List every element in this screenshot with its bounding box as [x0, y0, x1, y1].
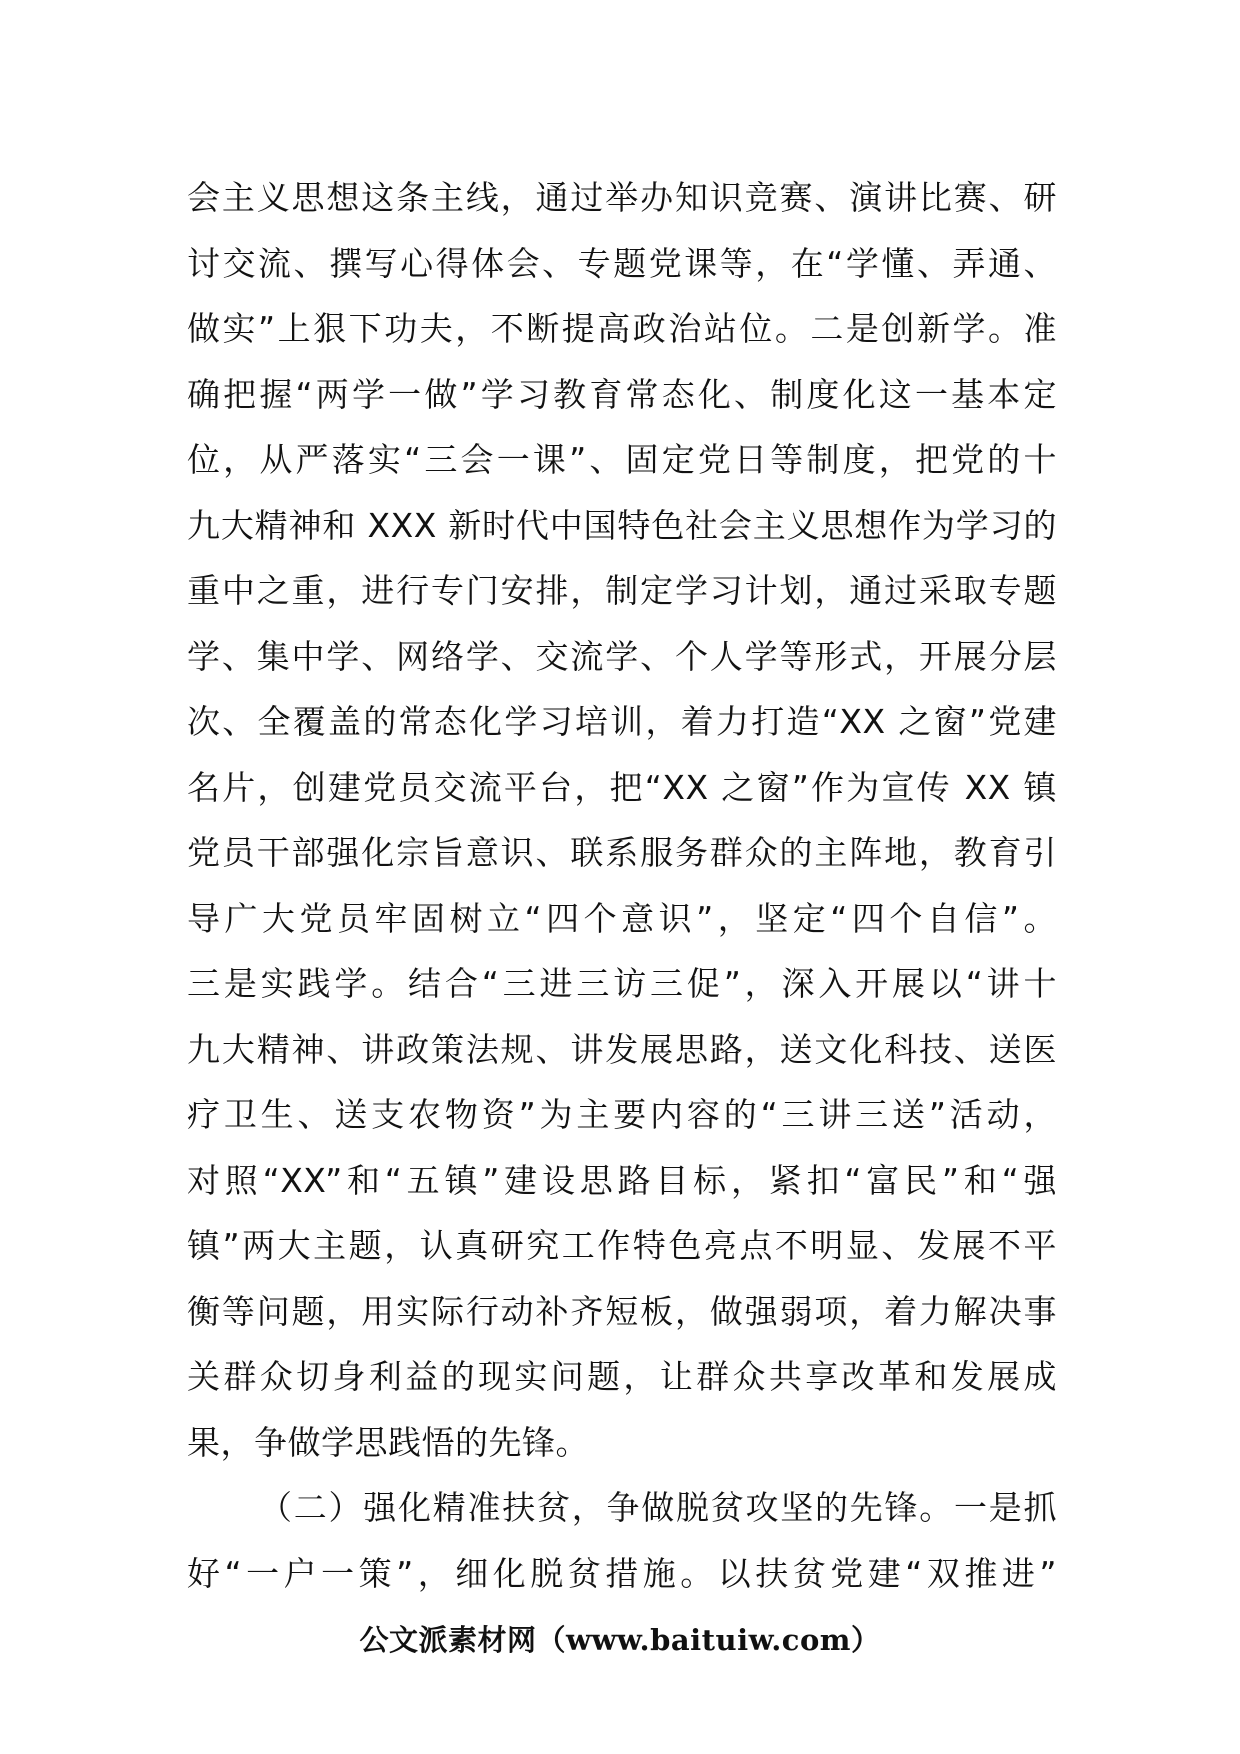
text-line: 确把握“两学一做”学习教育常态化、制度化这一基本定	[187, 374, 1057, 414]
footer-source: 公文派素材网（www.baituiw.com）	[359, 1623, 881, 1657]
text-line: 镇”两大主题，认真研究工作特色亮点不明显、发展不平	[187, 1226, 1057, 1265]
text-line: 导广大党员牢固树立“四个意识”，坚定“四个自信”。	[187, 898, 1057, 938]
text-line: 三是实践学。结合“三进三访三促”，深入开展以“讲十	[187, 964, 1057, 1003]
text-line: 讨交流、撰写心得体会、专题党课等，在“学懂、弄通、	[187, 243, 1057, 283]
text-line: 党员干部强化宗旨意识、联系服务群众的主阵地，教育引	[187, 833, 1057, 872]
text-line: 名片，创建党员交流平台，把“XX 之窗”作为宣传 XX 镇	[187, 767, 1057, 807]
section-heading-line: （二）强化精准扶贫，争做脱贫攻坚的先锋。一是抓	[259, 1488, 1057, 1527]
text-line: 重中之重，进行专门安排，制定学习计划，通过采取专题	[187, 571, 1057, 610]
text-line: 九大精神、讲政策法规、讲发展思路，送文化科技、送医	[187, 1029, 1057, 1069]
text-line: 疗卫生、送支农物资”为主要内容的“三讲三送”活动，	[187, 1095, 1057, 1134]
text-line: 位，从严落实“三会一课”、固定党日等制度，把党的十	[187, 440, 1057, 479]
text-line: 果，争做学思践悟的先锋。	[187, 1422, 589, 1462]
text-line: 衡等问题，用实际行动补齐短板，做强弱项，着力解决事	[187, 1291, 1057, 1331]
text-line: 会主义思想这条主线，通过举办知识竞赛、演讲比赛、研	[187, 178, 1057, 217]
text-line: 次、全覆盖的常态化学习培训，着力打造“XX 之窗”党建	[187, 702, 1057, 741]
text-line: 学、集中学、网络学、交流学、个人学等形式，开展分层	[187, 636, 1057, 676]
text-line: 好“一户一策”，细化脱贫措施。以扶贫党建“双推进”	[187, 1553, 1057, 1593]
text-line: 做实”上狠下功夫，不断提高政治站位。二是创新学。准	[187, 309, 1057, 348]
document-body	[187, 165, 1057, 1606]
text-line: 关群众切身利益的现实问题，让群众共享改革和发展成	[187, 1357, 1057, 1396]
text-line: 对照“XX”和“五镇”建设思路目标，紧扣“富民”和“强	[187, 1160, 1057, 1200]
text-line: 九大精神和 XXX 新时代中国特色社会主义思想作为学习的	[187, 505, 1057, 545]
